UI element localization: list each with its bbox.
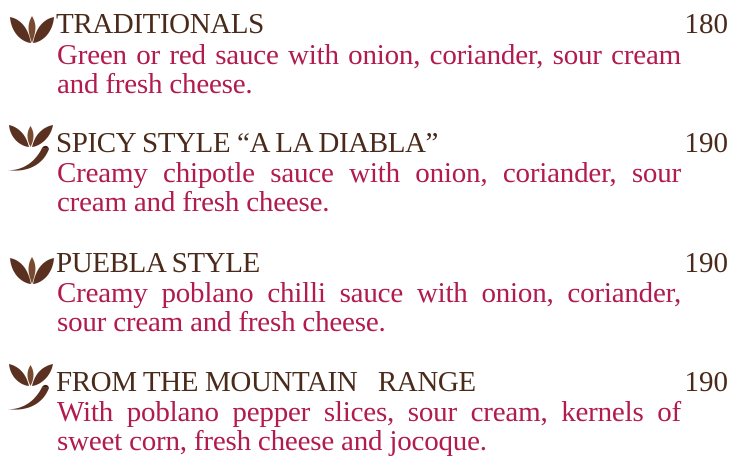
menu-item-name: FROM THE MOUNTAIN RANGE <box>56 366 476 398</box>
menu-item-puebla-style <box>0 243 739 355</box>
menu-item-price: 190 <box>684 247 728 279</box>
menu-item-spicy-style <box>0 123 739 235</box>
menu-item-description: Green or red sauce with onion, coriander, sour cream and fresh cheese. <box>57 39 681 100</box>
menu-item-name: PUEBLA STYLE <box>56 247 260 279</box>
menu-item-description: Creamy poblano chilli sauce with onion, coriander, sour cream and fresh cheese. <box>57 277 681 338</box>
chili-pepper-icon <box>5 123 57 175</box>
menu-item-price: 190 <box>684 366 728 398</box>
menu-item-name: TRADITIONALS <box>56 8 264 40</box>
menu-item-description: Creamy chipotle sauce with onion, coriander, sour cream and fresh cheese. <box>57 157 681 218</box>
chili-pepper-icon <box>5 362 57 414</box>
leaf-icon <box>9 14 55 44</box>
menu-item-from-the-mountain-range <box>0 362 739 474</box>
leaf-icon <box>9 255 55 285</box>
menu-item-name: SPICY STYLE “A LA DIABLA” <box>56 127 439 159</box>
menu-item-price: 190 <box>684 127 728 159</box>
menu-item-price: 180 <box>684 8 728 40</box>
menu-item-description: With poblano pepper slices, sour cream, kernels of sweet corn, fresh cheese and jocoque. <box>57 396 681 457</box>
menu-item-traditionals <box>0 2 739 114</box>
